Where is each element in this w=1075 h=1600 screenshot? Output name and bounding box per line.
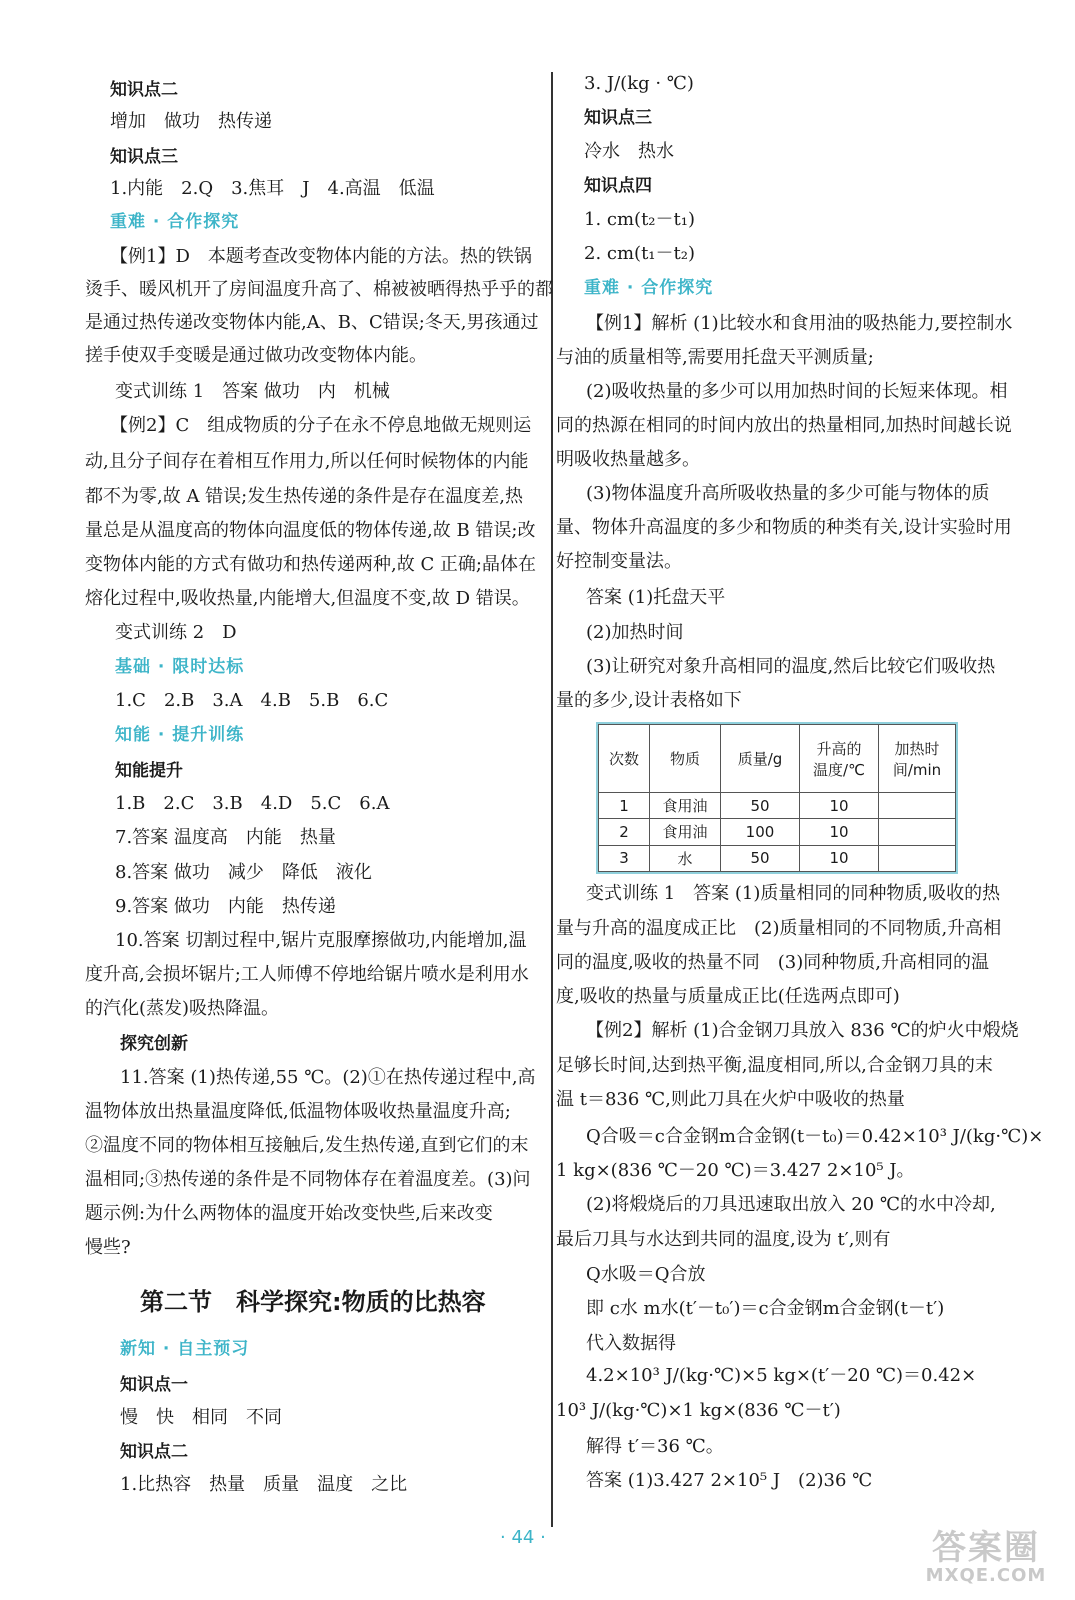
text-line: 【例1】D 本题考查改变物体内能的方法。热的铁锅 — [110, 246, 532, 267]
text-line: 变物体内能的方式有做功和热传递两种,故 C 正确;晶体在 — [85, 554, 536, 575]
answer-line: 1.C 2.B 3.A 4.B 5.B 6.C — [115, 690, 389, 711]
table-cell: 食用油 — [650, 819, 721, 845]
table-cell: 10 — [800, 793, 879, 819]
formula-line: 10³ J/(kg·℃)×1 kg×(836 ℃－t′) — [556, 1400, 841, 1421]
text-line: 【例1】解析 (1)比较水和食用油的吸热能力,要控制水 — [586, 313, 1013, 334]
answer-line: 变式训练 1 答案 做功 内 机械 — [115, 381, 390, 402]
answer-line: 答案 (1)3.427 2×10⁵ J (2)36 ℃ — [586, 1470, 873, 1491]
text-line: (3)让研究对象升高相同的温度,然后比较它们吸收热 — [586, 656, 996, 677]
answer-line: 9.答案 做功 内能 热传递 — [115, 896, 336, 917]
heading: 知识点二 — [110, 80, 178, 100]
table-cell: 50 — [721, 845, 800, 871]
text-line: (3)物体温度升高所吸收热量的多少可能与物体的质 — [586, 483, 990, 504]
text-line: 的汽化(蒸发)吸热降温。 — [85, 998, 280, 1019]
formula-line: 即 c水 m水(t′－t₀′)＝c合金钢m合金钢(t－t′) — [586, 1298, 945, 1319]
page-number: · 44 · — [500, 1527, 546, 1548]
heading: 知识点二 — [120, 1442, 188, 1462]
table-cell — [879, 819, 956, 845]
table-header-line: 升高的 — [816, 739, 862, 758]
table-header — [800, 725, 879, 793]
text-line: 题示例:为什么两物体的温度开始改变快些,后来改变 — [85, 1203, 493, 1224]
answer-line: 8.答案 做功 减少 降低 液化 — [115, 862, 372, 883]
table-cell: 水 — [650, 845, 721, 871]
section-title: 第二节 科学探究:物质的比热容 — [140, 1288, 486, 1316]
table-cell: 食用油 — [650, 793, 721, 819]
table-cell: 10 — [800, 845, 879, 871]
table-header — [879, 725, 956, 793]
text-line: 量与升高的温度成正比 (2)质量相同的不同物质,升高相 — [556, 918, 1002, 939]
text-line: (2)吸收热量的多少可以用加热时间的长短来体现。相 — [586, 381, 1008, 402]
text-line: 同的热源在相同的时间内放出的热量相同,加热时间越长说 — [556, 415, 1012, 436]
formula-line: Q水吸＝Q合放 — [586, 1264, 706, 1285]
text-line: 与油的质量相等,需要用托盘天平测质量; — [556, 347, 874, 368]
heading: 知识点一 — [120, 1375, 188, 1395]
text-line: 量、物体升高温度的多少和物质的种类有关,设计实验时用 — [556, 517, 1012, 538]
answer-line: 慢 快 相同 不同 — [120, 1407, 282, 1428]
text-line: 答案 (1)托盘天平 — [586, 587, 726, 608]
table-header-line: 加热时 — [894, 739, 940, 758]
formula-line: 1 kg×(836 ℃－20 ℃)＝3.427 2×10⁵ J。 — [556, 1160, 915, 1181]
text-line: (2)将煅烧后的刀具迅速取出放入 20 ℃的水中冷却, — [586, 1194, 996, 1215]
answer-line: 2. cm(t₁－t₂) — [584, 243, 695, 264]
table-header-line: 温度/℃ — [813, 760, 865, 779]
text-line: 解得 t′＝36 ℃。 — [586, 1436, 724, 1457]
table-header: 物质 — [650, 725, 721, 793]
answer-line: 增加 做功 热传递 — [110, 111, 272, 132]
text-line: (2)加热时间 — [586, 622, 684, 643]
table-header-line: 间/min — [892, 760, 942, 779]
text-line: 烫手、暖风机开了房间温度升高了、棉被被晒得热乎乎的都 — [85, 279, 553, 300]
watermark-url: MXQE.COM — [925, 1565, 1047, 1586]
data-table-frame — [596, 722, 958, 874]
heading: 知识点三 — [584, 108, 652, 128]
answer-line: 1. cm(t₂－t₁) — [584, 209, 695, 230]
text-line: 好控制变量法。 — [556, 551, 682, 572]
formula-line: 4.2×10³ J/(kg·℃)×5 kg×(t′－20 ℃)＝0.42× — [586, 1365, 977, 1386]
text-line: 同的温度,吸收的热量不同 (3)同种物质,升高相同的温 — [556, 952, 989, 973]
text-line: 慢些? — [85, 1237, 131, 1258]
section-label: 重难 · 合作探究 — [584, 278, 714, 298]
table-row — [599, 793, 956, 819]
text-line: 明吸收热量越多。 — [556, 449, 700, 470]
text-line: 变式训练 1 答案 (1)质量相同的同种物质,吸收的热 — [586, 883, 1001, 904]
answer-line: 1.比热容 热量 质量 温度 之比 — [120, 1474, 408, 1495]
text-line: 10.答案 切割过程中,锯片克服摩擦做功,内能增加,温 — [115, 930, 527, 951]
formula-line: Q合吸＝c合金钢m合金钢(t－t₀)＝0.42×10³ J/(kg·℃)× — [586, 1126, 1044, 1147]
data-table — [598, 724, 956, 872]
section-label: 基础 · 限时达标 — [115, 657, 245, 677]
table-cell: 100 — [721, 819, 800, 845]
text-line: 【例2】解析 (1)合金钢刀具放入 836 ℃的炉火中煅烧 — [586, 1020, 1019, 1041]
table-cell — [879, 793, 956, 819]
table-header: 质量/g — [721, 725, 800, 793]
text-line: 代入数据得 — [586, 1333, 676, 1354]
text-line: 温 t＝836 ℃,则此刀具在火炉中吸收的热量 — [556, 1089, 905, 1110]
heading: 探究创新 — [120, 1034, 188, 1054]
answer-line: 3. J/(kg · ℃) — [584, 73, 694, 94]
heading: 知识点四 — [584, 176, 652, 196]
heading: 知能提升 — [115, 761, 183, 781]
watermark-text: 答案圈 — [932, 1528, 1040, 1568]
table-row — [599, 845, 956, 871]
text-line: 都不为零,故 A 错误;发生热传递的条件是存在温度差,热 — [85, 486, 523, 507]
answer-line: 冷水 热水 — [584, 141, 674, 162]
table-cell: 1 — [599, 793, 650, 819]
text-line: 度,吸收的热量与质量成正比(任选两点即可) — [556, 986, 900, 1007]
text-line: 量的多少,设计表格如下 — [556, 690, 742, 711]
text-line: 足够长时间,达到热平衡,温度相同,所以,合金钢刀具的末 — [556, 1055, 993, 1076]
heading: 知识点三 — [110, 147, 178, 167]
answer-line: 1.内能 2.Q 3.焦耳 J 4.高温 低温 — [110, 178, 435, 199]
table-cell — [879, 845, 956, 871]
section-label: 新知 · 自主预习 — [120, 1339, 250, 1359]
text-line: 度升高,会损坏锯片;工人师傅不停地给锯片喷水是利用水 — [85, 964, 529, 985]
text-line: 动,且分子间存在着相互作用力,所以任何时候物体的内能 — [85, 451, 529, 472]
text-line: 【例2】C 组成物质的分子在永不停息地做无规则运 — [110, 415, 532, 436]
text-line: 温物体放出热量温度降低,低温物体吸收热量温度升高; — [85, 1101, 511, 1122]
text-line: 熔化过程中,吸收热量,内能增大,但温度不变,故 D 错误。 — [85, 588, 530, 609]
text-line: 量总是从温度高的物体向温度低的物体传递,故 B 错误;改 — [85, 520, 536, 541]
answer-line: 7.答案 温度高 内能 热量 — [115, 827, 336, 848]
table-row — [599, 819, 956, 845]
text-line: 11.答案 (1)热传递,55 ℃。(2)①在热传递过程中,高 — [120, 1067, 536, 1088]
text-line: ②温度不同的物体相互接触后,发生热传递,直到它们的末 — [85, 1135, 529, 1156]
table-header: 次数 — [599, 725, 650, 793]
table-cell: 50 — [721, 793, 800, 819]
section-label: 知能 · 提升训练 — [115, 725, 245, 745]
text-line: 最后刀具与水达到共同的温度,设为 t′,则有 — [556, 1229, 891, 1250]
text-line: 是通过热传递改变物体内能,A、B、C错误;冬天,男孩通过 — [85, 312, 539, 333]
text-line: 温相同;③热传递的条件是不同物体存在着温度差。(3)问 — [85, 1169, 531, 1190]
table-cell: 2 — [599, 819, 650, 845]
table-cell: 3 — [599, 845, 650, 871]
answer-line: 变式训练 2 D — [115, 622, 237, 643]
text-line: 搓手使双手变暖是通过做功改变物体内能。 — [85, 345, 427, 366]
table-cell: 10 — [800, 819, 879, 845]
watermark-logo — [911, 1530, 1061, 1590]
answer-line: 1.B 2.C 3.B 4.D 5.C 6.A — [115, 793, 390, 814]
section-label: 重难 · 合作探究 — [110, 212, 240, 232]
